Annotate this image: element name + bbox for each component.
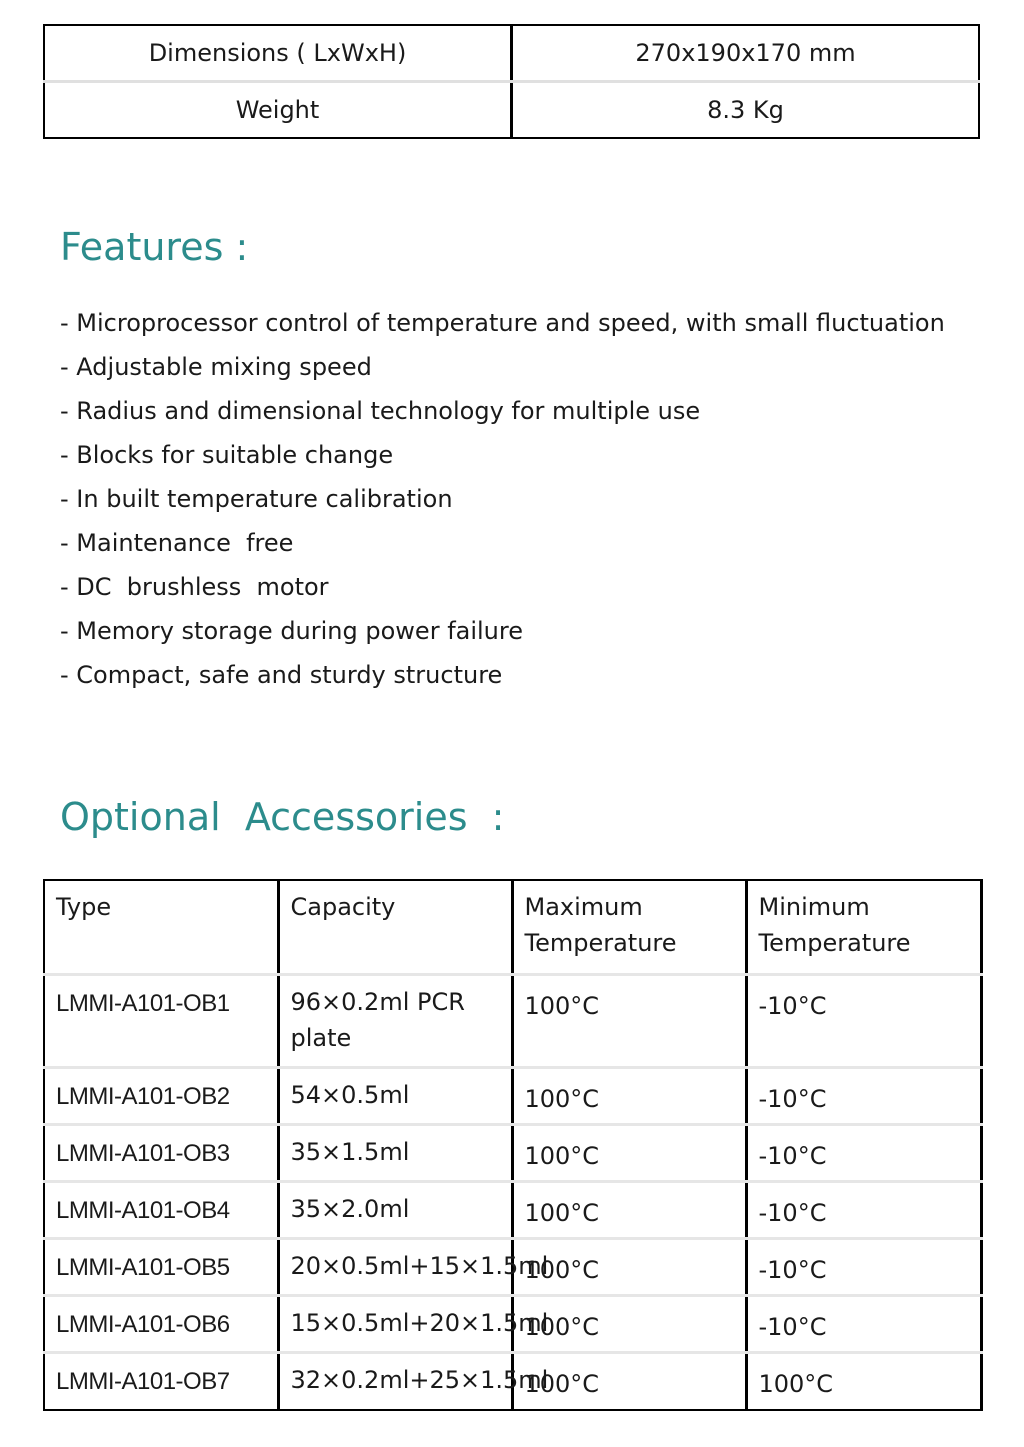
min-temp-cell: -10°C (746, 1125, 981, 1182)
table-row (44, 1125, 981, 1182)
max-temp-cell: 100°C (512, 1125, 746, 1182)
min-temp-cell: -10°C (746, 1296, 981, 1353)
max-temp-cell: 100°C (512, 1239, 746, 1296)
type-cell: LMMI-A101-OB2 (44, 1068, 278, 1125)
max-temp-cell: 100°C (512, 1296, 746, 1353)
table-row (44, 1182, 981, 1239)
type-cell: LMMI-A101-OB1 (44, 975, 278, 1068)
feature-item: - Microprocessor control of temperature and speed, with small fluctuation (60, 309, 945, 337)
spec-row-dimensions (44, 25, 979, 82)
type-cell: LMMI-A101-OB5 (44, 1239, 278, 1296)
feature-item: - Radius and dimensional technology for multiple use (60, 397, 701, 425)
min-temp-cell: -10°C (746, 1068, 981, 1125)
feature-item: - In built temperature calibration (60, 485, 453, 513)
capacity-cell: 96×0.2ml PCR plate (278, 975, 512, 1068)
specifications-table (43, 24, 980, 139)
table-row (44, 975, 981, 1068)
spec-label: Dimensions ( LxWxH) (44, 25, 512, 82)
column-header-capacity: Capacity (278, 880, 512, 975)
accessories-table (43, 879, 983, 1411)
type-cell: LMMI-A101-OB3 (44, 1125, 278, 1182)
min-temp-cell: -10°C (746, 1239, 981, 1296)
capacity-cell: 54×0.5ml (278, 1068, 512, 1125)
column-header-max-temp: Maximum Temperature (512, 880, 746, 975)
spec-value: 270x190x170 mm (512, 25, 980, 82)
max-temp-cell: 100°C (512, 1353, 746, 1410)
table-row (44, 1296, 981, 1353)
feature-item: - Compact, safe and sturdy structure (60, 661, 503, 689)
type-cell: LMMI-A101-OB6 (44, 1296, 278, 1353)
spec-row-weight (44, 82, 979, 139)
feature-item: - Adjustable mixing speed (60, 353, 372, 381)
capacity-cell: 15×0.5ml+20×1.5ml (278, 1296, 512, 1353)
spec-value: 8.3 Kg (512, 82, 980, 139)
min-temp-cell: -10°C (746, 1182, 981, 1239)
max-temp-cell: 100°C (512, 975, 746, 1068)
capacity-cell: 35×1.5ml (278, 1125, 512, 1182)
min-temp-cell: 100°C (746, 1353, 981, 1410)
accessories-heading: Optional Accessories : (60, 795, 505, 839)
accessories-header-row (44, 880, 981, 975)
type-cell: LMMI-A101-OB7 (44, 1353, 278, 1410)
capacity-cell: 35×2.0ml (278, 1182, 512, 1239)
table-row (44, 1239, 981, 1296)
table-row (44, 1353, 981, 1410)
column-header-type: Type (44, 880, 278, 975)
min-temp-cell: -10°C (746, 975, 981, 1068)
capacity-cell: 32×0.2ml+25×1.5ml (278, 1353, 512, 1410)
spec-label: Weight (44, 82, 512, 139)
feature-item: - DC brushless motor (60, 573, 329, 601)
features-list (60, 303, 960, 699)
feature-item: - Memory storage during power failure (60, 617, 523, 645)
type-cell: LMMI-A101-OB4 (44, 1182, 278, 1239)
feature-item: - Maintenance free (60, 529, 294, 557)
feature-item: - Blocks for suitable change (60, 441, 394, 469)
features-heading: Features : (60, 225, 249, 269)
table-row (44, 1068, 981, 1125)
column-header-min-temp: Minimum Temperature (746, 880, 981, 975)
capacity-cell: 20×0.5ml+15×1.5ml (278, 1239, 512, 1296)
max-temp-cell: 100°C (512, 1182, 746, 1239)
max-temp-cell: 100°C (512, 1068, 746, 1125)
